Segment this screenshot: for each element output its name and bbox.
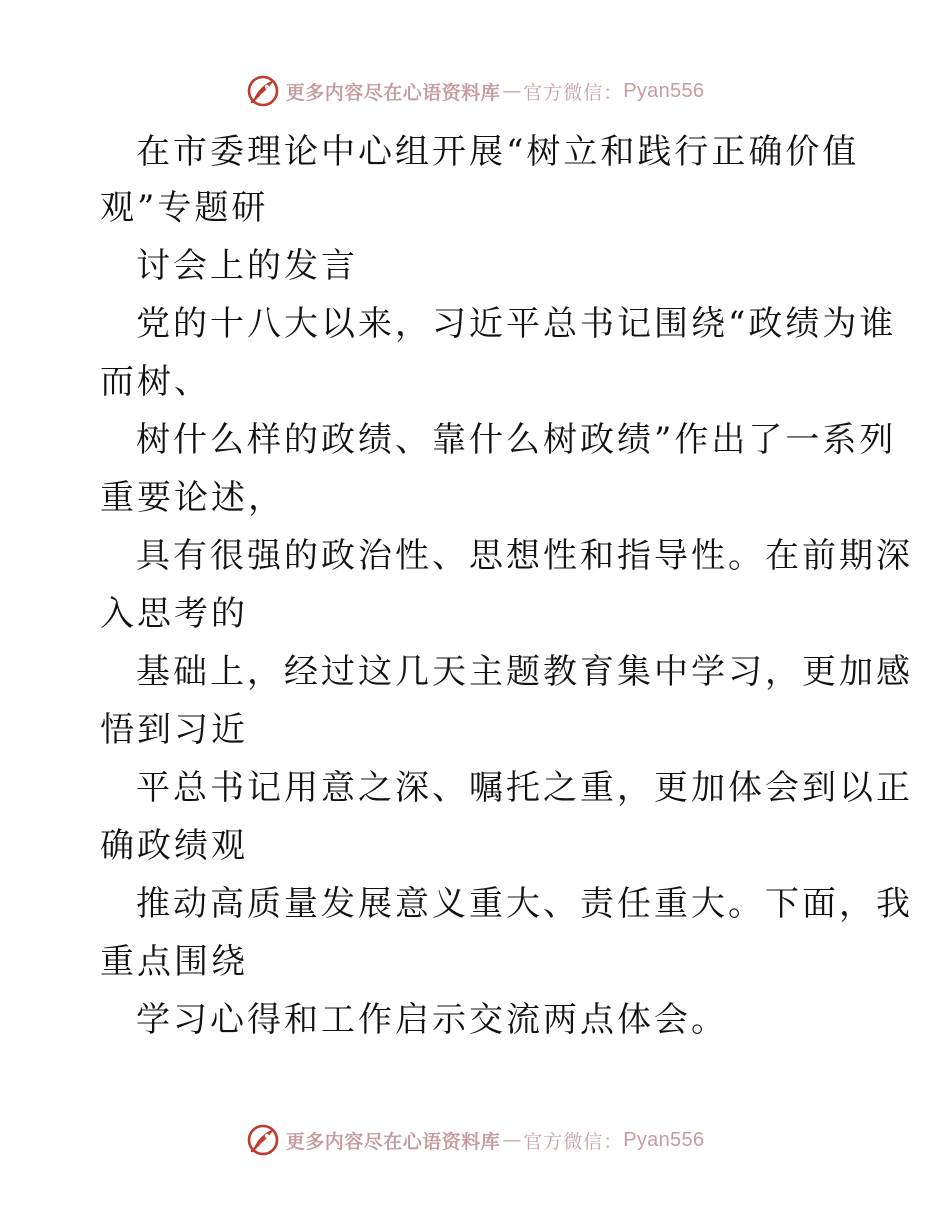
document-line: 观”专题研 — [100, 188, 269, 228]
document-line: 而树、 — [100, 362, 211, 402]
document-line: 具有很强的政治性、思想性和指导性。在前期深 — [136, 536, 913, 576]
document-line: 悟到习近 — [100, 710, 248, 750]
document-line: 重要论述， — [100, 478, 285, 518]
watermark-lead-text: 更多内容尽在心语资料库 — [285, 1130, 501, 1153]
document-line: 平总书记用意之深、嘱托之重，更加体会到以正 — [136, 768, 913, 808]
quill-logo-icon — [246, 1123, 280, 1157]
watermark-dash: — — [502, 1129, 522, 1151]
watermark-account: Pyan556 — [623, 1128, 705, 1151]
document-line: 重点围绕 — [100, 942, 248, 982]
document-line: 推动高质量发展意义重大、责任重大。下面，我 — [136, 884, 913, 924]
document-line: 党的十八大以来，习近平总书记围绕“政绩为谁 — [136, 304, 897, 344]
watermark-wechat-label: 官方微信： — [523, 1130, 624, 1153]
document-line: 讨会上的发言 — [136, 246, 358, 286]
watermark-account: Pyan556 — [623, 79, 705, 102]
document-line: 树什么样的政绩、靠什么树政绩”作出了一系列 — [136, 420, 897, 460]
document-line: 入思考的 — [100, 594, 248, 634]
footer-watermark — [0, 1120, 950, 1160]
watermark-wechat-label: 官方微信： — [523, 81, 624, 104]
watermark-lead-text: 更多内容尽在心语资料库 — [285, 81, 501, 104]
document-line: 确政绩观 — [100, 826, 248, 866]
document-line: 在市委理论中心组开展“树立和践行正确价值 — [136, 132, 860, 172]
document-line: 学习心得和工作启示交流两点体会。 — [136, 1000, 728, 1040]
document-line: 基础上，经过这几天主题教育集中学习，更加感 — [136, 652, 913, 692]
header-watermark — [0, 71, 950, 111]
watermark-dash: — — [502, 80, 522, 102]
quill-logo-icon — [246, 74, 280, 108]
